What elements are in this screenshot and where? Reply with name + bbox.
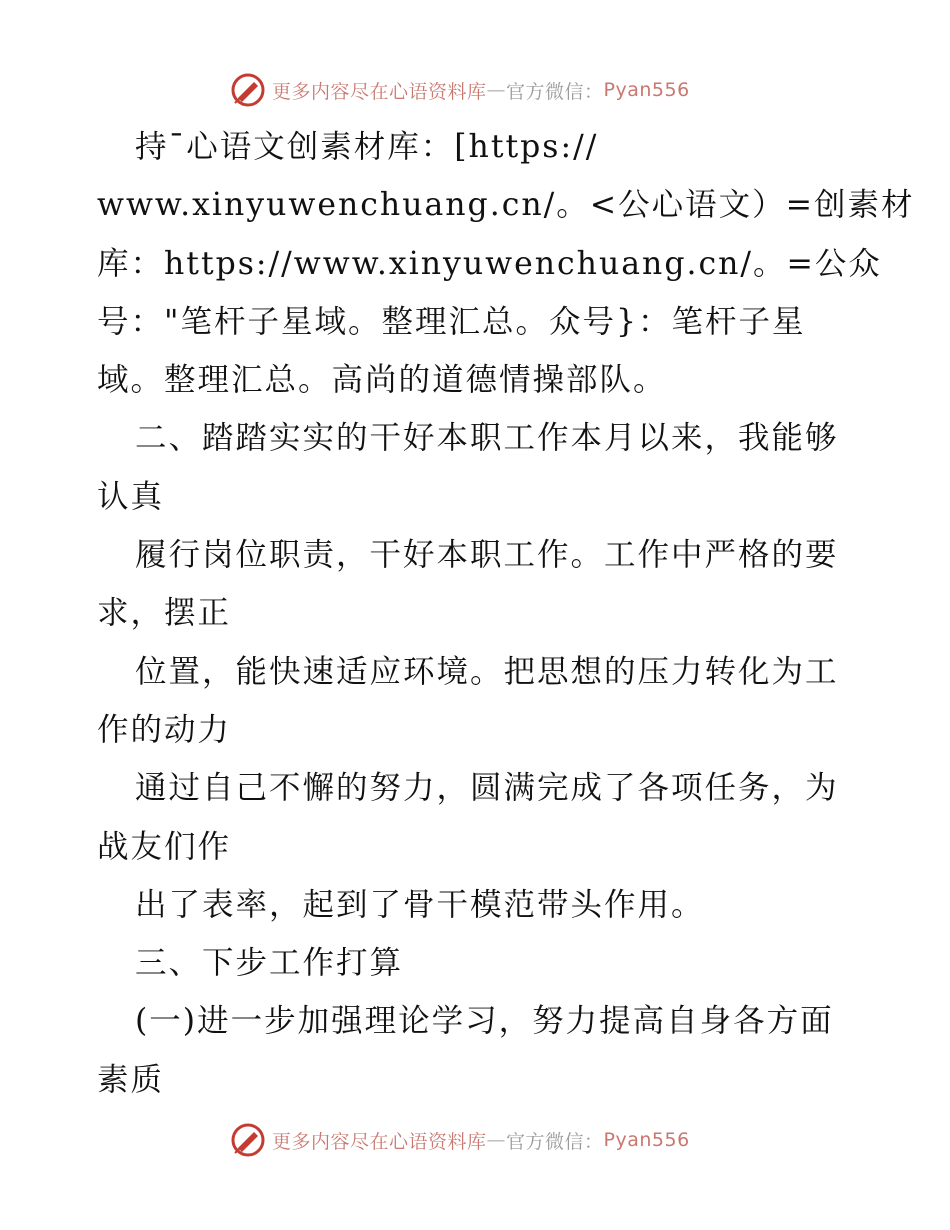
text-line: 认真: [97, 478, 165, 515]
banner-brand: 更多内容尽在心语资料库: [272, 1130, 487, 1153]
text-line: 位置，能快速适应环境。把思想的压力转化为工: [135, 653, 839, 690]
pen-logo-icon: [230, 72, 266, 108]
text-line: 出了表率，起到了骨干模范带头作用。: [135, 886, 705, 923]
footer-banner: [230, 1120, 690, 1160]
banner-wechat-id: Pyan556: [603, 1129, 690, 1151]
banner-official-label: 官方微信: [506, 80, 585, 103]
text-line: 履行岗位职责，干好本职工作。工作中严格的要: [135, 537, 839, 574]
text-line: 求，摆正: [97, 595, 232, 632]
banner-colon: ：: [584, 80, 604, 103]
text-line: 战友们作: [97, 828, 232, 865]
banner-colon: ：: [584, 1130, 604, 1153]
text-line: 库：https://www.xinyuwenchuang.cn/。=公众: [97, 245, 882, 282]
banner-wechat-id: Pyan556: [603, 79, 690, 101]
banner-separator: —: [486, 1129, 507, 1151]
banner-brand: 更多内容尽在心语资料库: [272, 80, 487, 103]
text-line: 素质: [97, 1061, 165, 1098]
pen-logo-icon: [230, 1122, 266, 1158]
text-line: 域。整理汇总。高尚的道德情操部队。: [97, 362, 667, 399]
text-line: www.xinyuwenchuang.cn/。<公心语文）=创素材: [97, 187, 915, 224]
text-line: 号："笔杆子星域。整理汇总。众号}：笔杆子星: [97, 303, 806, 340]
banner-official-label: 官方微信: [506, 1130, 585, 1153]
document-body: [97, 118, 915, 1109]
text-line: 作的动力: [97, 711, 232, 748]
banner-separator: —: [486, 79, 507, 101]
section-heading: 二、踏踏实实的干好本职工作本月以来，我能够: [135, 420, 839, 457]
text-line: 通过自己不懈的努力，圆满完成了各项任务，为: [135, 770, 839, 807]
subsection-heading: (一)进一步加强理论学习，努力提高自身各方面: [135, 1003, 834, 1040]
text-line: 持¯心语文创素材库：[https://: [135, 129, 599, 165]
section-heading: 三、下步工作打算: [135, 945, 404, 982]
header-banner: [230, 70, 690, 110]
